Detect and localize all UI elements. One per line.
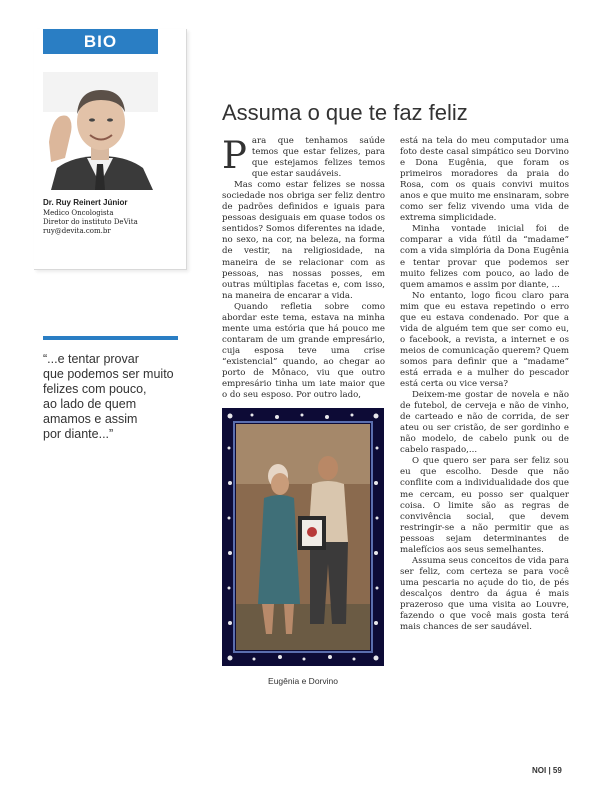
article-paragraph: está na tela do meu computador uma foto deste casal simpático seu Dorvino e Dona Eugênia, que foram os primeiros moradores da praia do Rosa, com os quais convivi muitos anos e que muito me ensinaram, sobre como ser feliz vivendo uma vida de extrema simplicidade.: [400, 136, 569, 224]
section-label: BIO: [43, 29, 158, 54]
author-photo: [43, 72, 158, 190]
author-role: Medico Oncologista: [43, 209, 114, 217]
article-column-left: [222, 136, 385, 401]
pull-quote: “...e tentar provar que podemos ser muito felizes com pouco, ao lado de quem amamos e assim por diante...”: [43, 352, 174, 441]
quote-divider: [43, 336, 178, 340]
author-name: Dr. Ruy Reinert Júnior: [43, 198, 128, 207]
article-paragraph: Quando refletia sobre como abordar este tema, estava na minha mente uma estória que há pouco me contaram de um grande empresário, cuja esposa teve uma crise “existencial” quando, ao chegar ao porto de Mônaco, viu que outro empresário tinha um iate maior que o do seu esposo. Por outro lado,: [222, 301, 385, 401]
photo-caption: Eugênia e Dorvino: [268, 676, 338, 686]
article-paragraph: Para que tenhamos saúde temos que estar felizes, para que estejamos felizes temos que estar saudáveis.: [222, 134, 385, 180]
author-position: Diretor do instituto DeVita: [43, 218, 138, 226]
article-paragraph: No entanto, logo ficou claro para mim que eu estava repetindo o erro que eu estava condenado. Por que a vida de alguém tem que ser como eu, o facebook, a revista, a internet e os meios de comunicação querem? Quem somos para definir que a “madame” está errada e a mulher do pescador está certa ou vice versa?: [400, 290, 569, 390]
couple-photo: [236, 424, 370, 650]
article-paragraph: Deixem-me gostar de novela e não de futebol, de cerveja e não de vinho, de carteado e não de corrida, de ser ateu ou ser cristão, de ser gordinho e não modelo, de cabelo punk ou de cabelo raspado,...: [400, 390, 569, 456]
author-email: ruy@devita.com.br: [43, 227, 111, 235]
couple-photo-frame: [222, 408, 384, 666]
article-paragraph: Assuma seus conceitos de vida para ser feliz, com certeza se para você uma pescaria no açude do tio, de pés descalços dentro da água é mais prazeroso que uma visita ao Louvre, fazendo o que você mais gosta terá mais chances de ser saudável.: [400, 555, 569, 633]
bio-details: [43, 198, 183, 236]
drop-cap: P: [222, 134, 247, 177]
article-paragraph: Mas como estar felizes se nossa sociedade nos obriga ser feliz dentro de padrões definidos e iguais para pessoas desiguais em quase todos os sentidos? Somos diferentes na idade, no sexo, na cor, na beleza, na forma de vestir, na religiosidade, na maneira de se relacionar com as pessoas, nas nossas posses, em outras múltiplas facetas e, com isso, na maneira de encarar a vida.: [222, 180, 385, 301]
article-column-right: [400, 136, 569, 633]
article-title: Assuma o que te faz feliz: [222, 100, 468, 125]
article-paragraph: O que quero ser para ser feliz sou eu que escolho. Desde que não conflite com a individualidade dos que me cercam, eu posso ser qualquer coisa. O limite são as regras de convivência social, que devem restringir-se a não permitir que as pessoas sejam determinantes de malefícios aos seus semelhantes.: [400, 456, 569, 555]
page-folio: NOI | 59: [532, 766, 562, 775]
article-paragraph: Minha vontade inicial foi de comparar a vida fútil da “madame” com a vida simplória da Dona Eugênia e tentar provar que podemos ser muito felizes com pouco, ao lado de quem amamos e assim por diante, ...: [400, 224, 569, 290]
